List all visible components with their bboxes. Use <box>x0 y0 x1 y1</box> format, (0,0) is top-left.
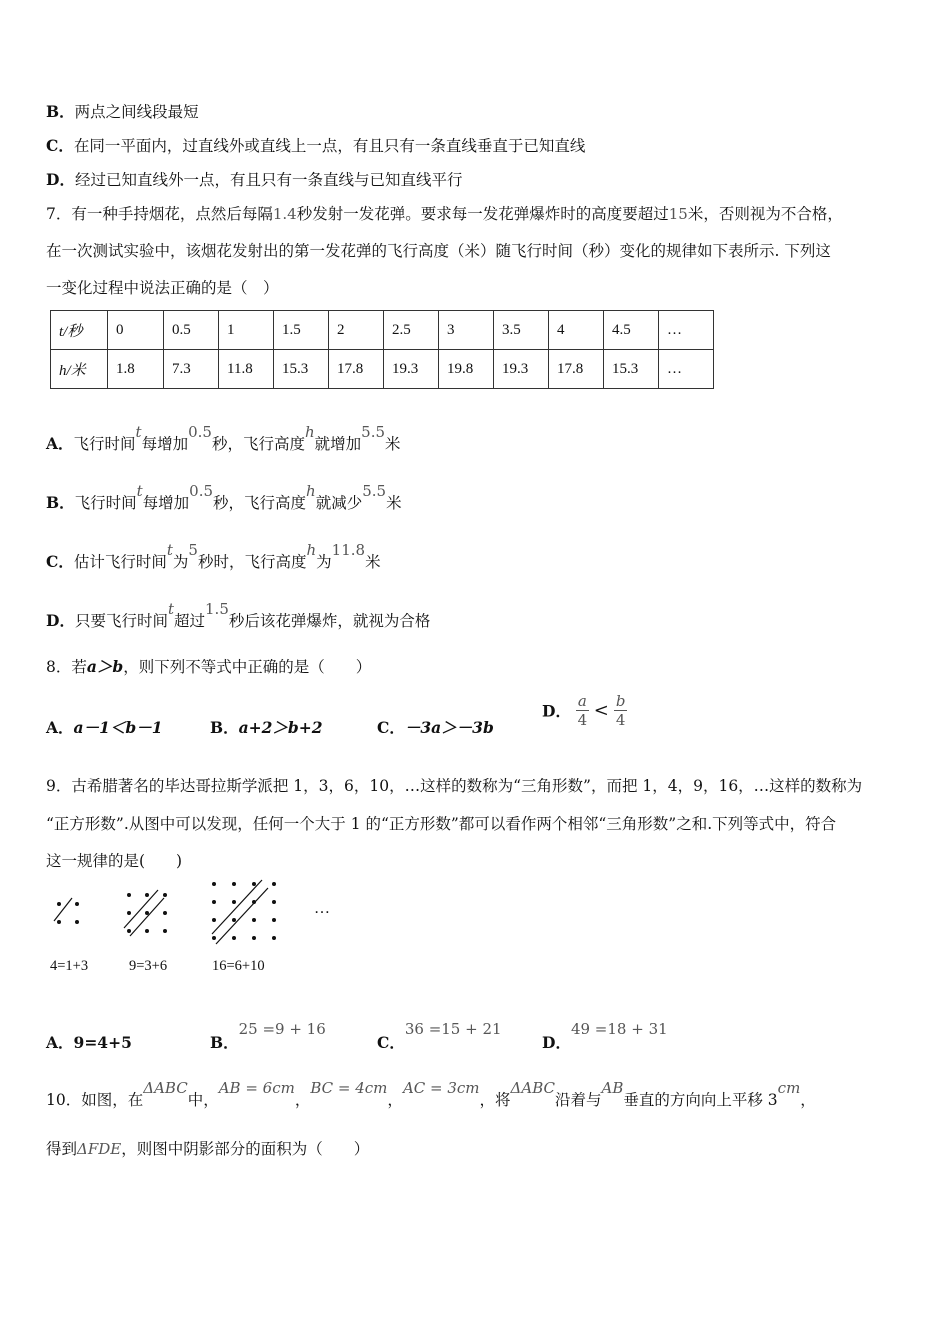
relation: < <box>593 700 609 721</box>
text: 8．若 <box>46 658 87 676</box>
text: 中， <box>187 1091 219 1109</box>
table-head-t: t/秒 <box>51 311 108 350</box>
q7-option-b <box>46 482 402 513</box>
text: 为 <box>316 553 332 571</box>
math-var: t <box>166 541 173 559</box>
q6-option-c <box>46 136 585 156</box>
q8-option-d <box>542 692 627 729</box>
q9-stem-line3: 这一规律的是( ) <box>46 852 183 870</box>
text: 超过 <box>174 612 206 630</box>
text: ， <box>294 1091 311 1109</box>
option-label: B． <box>46 493 75 512</box>
text: 米 <box>385 435 401 453</box>
math-var: t <box>167 600 174 618</box>
q9-stem-line1: 9．古希腊著名的毕达哥拉斯学派把 1，3，6，10，…这样的数称为“三角形数”，而把 1，4，9，16，…这样的数称为 <box>46 777 863 795</box>
text: ，则下列不等式中正确的是（ ） <box>123 658 372 676</box>
q8-option-c <box>377 716 494 738</box>
text: 就增加 <box>314 435 362 453</box>
text: 得到 <box>46 1140 78 1158</box>
option-label: D． <box>46 611 75 630</box>
table-cell: 19.3 <box>494 350 549 389</box>
math-value: 0.5 <box>188 423 212 441</box>
table-cell: 4.5 <box>604 311 659 350</box>
math-var: h <box>306 541 317 559</box>
text: 为 <box>172 553 189 571</box>
option-text: 两点之间线段最短 <box>74 103 199 121</box>
option-label: A． <box>46 718 74 737</box>
q10-stem-line2 <box>46 1139 369 1159</box>
text: 10．如图，在 <box>46 1091 144 1109</box>
table-cell: 2.5 <box>384 311 439 350</box>
option-label: D． <box>542 701 571 721</box>
table-cell: 0.5 <box>164 311 219 350</box>
q7-option-c <box>46 541 381 572</box>
q8-option-b <box>210 716 323 738</box>
table-cell: 15.3 <box>604 350 659 389</box>
math-value: 11.8 <box>331 541 366 559</box>
square-number-figure-16 <box>204 876 284 948</box>
table-cell: 0 <box>108 311 164 350</box>
math-expr: a+2＞b+2 <box>238 718 323 737</box>
table-cell: 11.8 <box>219 350 274 389</box>
text: 每增加 <box>141 435 189 453</box>
q8-option-a <box>46 716 162 738</box>
table-cell: 7.3 <box>164 350 219 389</box>
text: ，则图中阴影部分的面积为（ ） <box>121 1140 370 1158</box>
q7-option-d <box>46 600 431 631</box>
math-value: 15 <box>668 205 688 223</box>
table-cell: 1.5 <box>274 311 329 350</box>
math-expr: ΔFDE <box>77 1140 122 1158</box>
table-cell: 2 <box>329 311 384 350</box>
option-label: C． <box>46 136 74 155</box>
q7-data-table <box>50 310 714 389</box>
option-text: 经过已知直线外一点，有且只有一条直线与已知直线平行 <box>74 171 463 189</box>
math-var: h <box>304 423 315 441</box>
math-expr: a－1＜b－1 <box>73 718 163 737</box>
math-expr: BC = 4cm <box>310 1079 388 1097</box>
option-label: D． <box>542 1033 571 1052</box>
square-number-figure-4 <box>50 895 86 931</box>
option-label: B． <box>210 718 239 737</box>
option-label: B． <box>46 102 75 121</box>
table-row <box>51 350 714 389</box>
numerator: a <box>577 692 587 710</box>
table-cell: 19.3 <box>384 350 439 389</box>
q10-stem-line1 <box>46 1079 816 1110</box>
math-expr: AC = 3cm <box>402 1079 480 1097</box>
math-value: 1.5 <box>205 600 229 618</box>
table-cell: … <box>659 311 714 350</box>
text: 米 <box>365 553 381 571</box>
table-cell: 19.8 <box>439 350 494 389</box>
table-cell: 17.8 <box>329 350 384 389</box>
table-head-h: h/米 <box>51 350 108 389</box>
text: 秒，飞行高度 <box>211 435 305 453</box>
q9-option-b <box>210 1020 326 1053</box>
q9-option-a <box>46 1031 132 1053</box>
table-row <box>51 311 714 350</box>
q9-option-d <box>542 1020 668 1053</box>
text: 就减少 <box>315 494 363 512</box>
table-cell: 1 <box>219 311 274 350</box>
q6-option-b <box>46 102 199 122</box>
text: 飞行时间 <box>73 435 136 453</box>
fraction <box>576 692 589 729</box>
text: 秒发射一发花弹。要求每一发花弹爆炸时的高度要超过 <box>296 205 669 223</box>
text: 垂直的方向向上平移 3 <box>623 1091 778 1109</box>
text: 秒时，飞行高度 <box>197 553 307 571</box>
text: 秒，飞行高度 <box>213 494 307 512</box>
fraction <box>614 692 628 729</box>
math-expr: AB <box>601 1079 624 1097</box>
math-value: 1.4 <box>272 205 297 223</box>
option-text: 在同一平面内，过直线外或直线上一点，有且只有一条直线垂直于已知直线 <box>73 137 586 155</box>
q7-stem-line3: 一变化过程中说法正确的是（ ） <box>46 279 279 297</box>
q7-stem-line1 <box>46 204 843 224</box>
math-expr: －3a＞－3b <box>404 718 494 737</box>
text: 7．有一种手持烟花，点然后每隔 <box>46 205 273 223</box>
text: 米，否则视为不合格， <box>687 205 843 223</box>
text: ， <box>387 1091 403 1109</box>
numerator: b <box>615 692 626 710</box>
table-cell: 3 <box>439 311 494 350</box>
q6-option-d <box>46 170 462 190</box>
math-var: t <box>135 423 142 441</box>
q8-stem <box>46 657 371 677</box>
math-expr: AB = 6cm <box>218 1079 295 1097</box>
table-cell: … <box>659 350 714 389</box>
math-expr: a＞b <box>86 657 124 676</box>
option-label: C． <box>377 718 405 737</box>
table-cell: 4 <box>549 311 604 350</box>
text: 估计飞行时间 <box>73 553 167 571</box>
table-cell: 17.8 <box>549 350 604 389</box>
option-label: D． <box>46 170 75 189</box>
math-value: 5 <box>188 541 198 559</box>
math-value: 5.5 <box>361 423 386 441</box>
math-expr: 36 =15 + 21 <box>404 1020 502 1038</box>
math-expr: ΔABC <box>510 1079 555 1097</box>
text: 飞行时间 <box>74 494 137 512</box>
text: 米 <box>386 494 402 512</box>
figure-label: 4=1+3 <box>50 958 89 974</box>
math-var: h <box>306 482 316 500</box>
text: 只要飞行时间 <box>74 612 168 630</box>
figure-label: 9=3+6 <box>129 958 168 974</box>
square-number-figure-9 <box>120 886 174 940</box>
math-var: t <box>136 482 143 500</box>
option-label: C． <box>46 552 74 571</box>
option-label: A． <box>46 434 74 453</box>
math-value: 5.5 <box>362 482 387 500</box>
option-label: A． <box>46 1033 74 1052</box>
q9-stem-line2: “正方形数”.从图中可以发现，任何一个大于 1 的“正方形数”都可以看作两个相邻“三角形数”之和.下列等式中，符合 <box>46 815 837 833</box>
q9-option-c <box>377 1020 502 1053</box>
q7-option-a <box>46 423 401 454</box>
text: ，将 <box>479 1091 511 1109</box>
text: 沿着与 <box>555 1091 602 1109</box>
math-expr: cm <box>777 1079 801 1097</box>
table-cell: 15.3 <box>274 350 329 389</box>
text: ， <box>800 1091 816 1109</box>
math-expr: 25 =9 + 16 <box>238 1020 326 1038</box>
text: 秒后该花弹爆炸，就视为合格 <box>228 612 431 630</box>
option-label: B． <box>210 1033 239 1052</box>
option-label: C． <box>377 1033 405 1052</box>
denominator: 4 <box>615 711 626 729</box>
q7-stem-line2: 在一次测试实验中，该烟花发射出的第一发花弹的飞行高度（米）随飞行时间（秒）变化的规律如下表所示. 下列这 <box>46 242 831 260</box>
figure-ellipsis: … <box>314 900 330 917</box>
denominator: 4 <box>577 711 588 729</box>
table-cell: 1.8 <box>108 350 164 389</box>
math-value: 0.5 <box>189 482 214 500</box>
text: 每增加 <box>142 494 190 512</box>
table-cell: 3.5 <box>494 311 549 350</box>
math-expr: 49 =18 + 31 <box>570 1020 668 1038</box>
math-expr: 9=4+5 <box>73 1033 132 1052</box>
figure-label: 16=6+10 <box>212 958 265 974</box>
math-expr: ΔABC <box>143 1079 188 1097</box>
